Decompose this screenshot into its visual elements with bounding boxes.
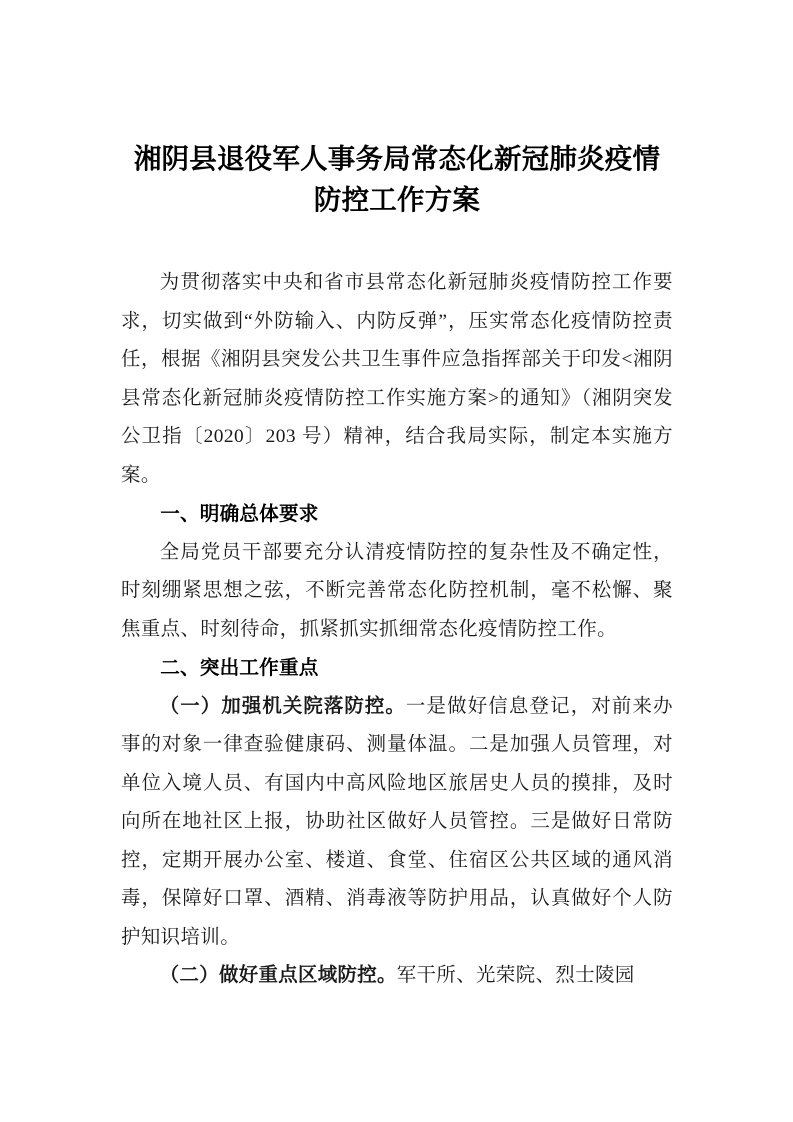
subsection-1-body: 一是做好信息登记，对前来办事的对象一律查验健康码、测量体温。二是加强人员管理，对单位入境人员、有国内中高风险地区旅居史人员的摸排，及时向所在地社区上报，协助社区做好人员管控。三是做好日常防控，定期开展办公室、楼道、食堂、住宿区公共区域的通风消毒，保障好口罩、酒精、消毒液等防护用品，认真做好个人防护知识培训。 [121, 695, 673, 948]
subsection-2-paragraph [121, 957, 673, 996]
intro-paragraph: 为贯彻落实中央和省市县常态化新冠肺炎疫情防控工作要求，切实做到“外防输入、内防反弹”，压实常态化疫情防控责任，根据《湘阴县突发公共卫生事件应急指挥部关于印发<湘阴县常态化新冠肺炎疫情防控工作实施方案>的通知》（湘阴突发公卫指〔2020〕203 号）精神，结合我局实际，制定本实施方案。 [121, 272, 673, 486]
section-1-paragraph: 全局党员干部要充分认清疫情防控的复杂性及不确定性，时刻绷紧思想之弦，不断完善常态化防控机制，毫不松懈、聚焦重点、时刻待命，抓紧抓实抓细常态化疫情防控工作。 [121, 541, 673, 640]
heading-section-1: 一、明确总体要求 [160, 503, 319, 525]
subsection-1-lead: （一）加强机关院落防控。 [159, 695, 406, 717]
subsection-2-body: 军干所、光荣院、烈士陵园 [396, 965, 635, 986]
document-text-column [121, 0, 673, 996]
subsection-1-paragraph [121, 688, 673, 958]
heading-section-2: 二、突出工作重点 [160, 657, 319, 679]
page-title: 湘阴县退役军人事务局常态化新冠肺炎疫情防控工作方案 [133, 143, 661, 215]
subsection-2-lead: （二）做好重点区域防控。 [159, 965, 397, 986]
